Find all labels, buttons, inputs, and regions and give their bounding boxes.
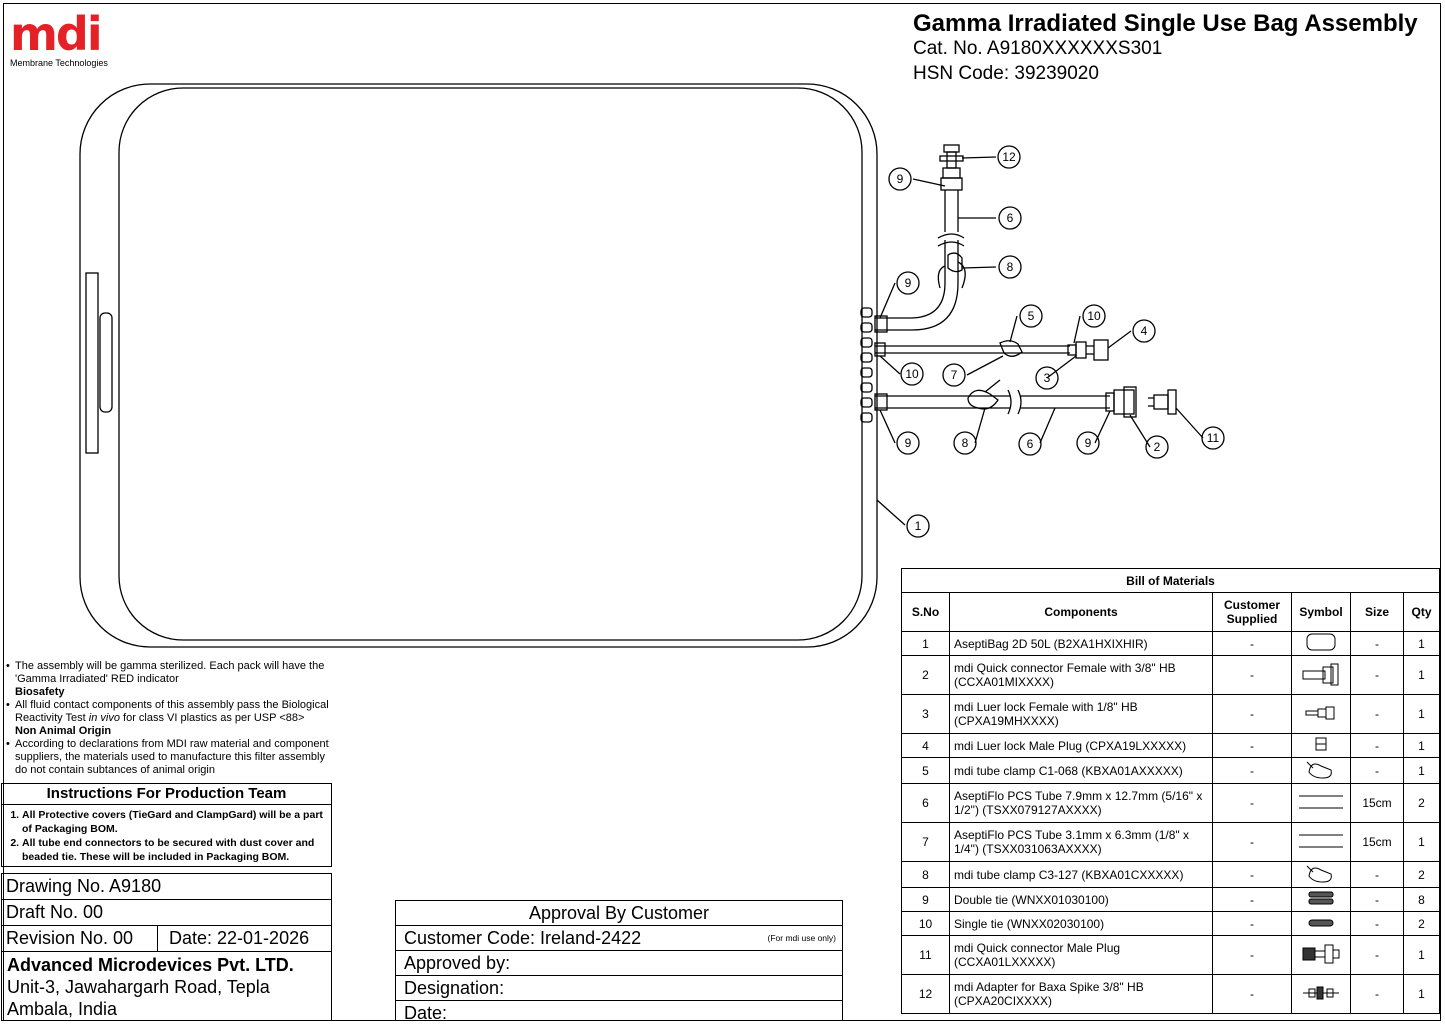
bom-component: mdi Luer lock Male Plug (CPXA19LXXXXX) (950, 734, 1213, 758)
hsn-code: HSN Code: 39239020 (913, 63, 1099, 84)
callout-10: 10 (1087, 309, 1101, 323)
bom-row (902, 975, 1440, 1014)
middle-tube-line (875, 340, 1108, 360)
approved-by-field: Approved by: (396, 951, 842, 976)
bom-size: 15cm (1351, 784, 1404, 823)
instruction-item: 1. All Protective covers (TieGard and ClampGard) will be a part of Packaging BOM. (22, 808, 331, 836)
bill-of-materials (901, 568, 1440, 1014)
bom-sno: 4 (902, 734, 950, 758)
tube-symbol-icon (1292, 784, 1351, 823)
bom-component: mdi Quick connector Male Plug (CCXA01LXXXXX) (950, 936, 1213, 975)
bom-size: - (1351, 975, 1404, 1014)
bom-component: Double tie (WNXX01030100) (950, 888, 1213, 912)
bom-component: AseptiFlo PCS Tube 7.9mm x 12.7mm (5/16" x 1/2") (TSXX079127AXXXX) (950, 784, 1213, 823)
callout-1: 1 (914, 519, 922, 533)
bom-header: Qty (1404, 593, 1440, 632)
bom-header: Customer Supplied (1213, 593, 1292, 632)
bom-component: mdi tube clamp C1-068 (KBXA01AXXXXX) (950, 758, 1213, 784)
clamp-symbol-icon (1292, 862, 1351, 888)
company-block (2, 952, 331, 1020)
logo-text: mdi (10, 7, 101, 61)
bom-qty: 8 (1404, 888, 1440, 912)
note-sterilization: • The assembly will be gamma sterilized. Each pack will have the 'Gamma Irradiated' RED indicator (4, 660, 334, 686)
bom-sno: 2 (902, 656, 950, 695)
bom-supplied: - (1213, 888, 1292, 912)
general-notes (4, 660, 334, 777)
lower-tube-line (875, 380, 1176, 417)
bom-sno: 11 (902, 936, 950, 975)
catalog-number: Cat. No. A9180XXXXXXS301 (913, 38, 1163, 59)
bom-sno: 12 (902, 975, 950, 1014)
bom-row (902, 695, 1440, 734)
bom-supplied: - (1213, 975, 1292, 1014)
bom-qty: 1 (1404, 734, 1440, 758)
qc-female-symbol-icon (1292, 656, 1351, 695)
bag-handle-outer (86, 273, 98, 453)
callout-2: 2 (1153, 440, 1161, 454)
callout-9b: 9 (904, 276, 912, 290)
bom-size: - (1351, 758, 1404, 784)
revision-number: Revision No. 00 (6, 928, 134, 948)
bom-component: mdi Quick connector Female with 3/8" HB (CCXA01MIXXXX) (950, 656, 1213, 695)
bom-qty: 1 (1404, 632, 1440, 656)
bom-qty: 2 (1404, 784, 1440, 823)
bom-size: - (1351, 936, 1404, 975)
double-tie-symbol-icon (1292, 888, 1351, 912)
bom-size: - (1351, 734, 1404, 758)
bom-sno: 5 (902, 758, 950, 784)
page-title: Gamma Irradiated Single Use Bag Assembly (913, 10, 1418, 37)
bom-row (902, 632, 1440, 656)
bom-sno: 3 (902, 695, 950, 734)
bom-size: - (1351, 695, 1404, 734)
bom-size: - (1351, 912, 1404, 936)
bom-component: mdi Adapter for Baxa Spike 3/8" HB (CPXA20CIXXXX) (950, 975, 1213, 1014)
bom-row (902, 862, 1440, 888)
bom-header: S.No (902, 593, 950, 632)
callout-3: 3 (1043, 371, 1051, 385)
bom-qty: 1 (1404, 936, 1440, 975)
revision-date: Date: 22-01-2026 (157, 926, 309, 951)
bom-header: Size (1351, 593, 1404, 632)
company-name: Advanced Microdevices Pvt. LTD. (7, 955, 294, 975)
bom-size: - (1351, 888, 1404, 912)
bom-qty: 1 (1404, 823, 1440, 862)
callout-11: 11 (1206, 431, 1220, 445)
bom-row (902, 936, 1440, 975)
callout-9: 9 (896, 172, 904, 186)
bom-supplied: - (1213, 695, 1292, 734)
bom-size: - (1351, 862, 1404, 888)
callout-12: 12 (1002, 150, 1016, 164)
designation-field: Designation: (396, 976, 842, 1001)
qc-male-symbol-icon (1292, 936, 1351, 975)
luer-male-symbol-icon (1292, 734, 1351, 758)
bom-component: mdi tube clamp C3-127 (KBXA01CXXXXX) (950, 862, 1213, 888)
bom-sno: 6 (902, 784, 950, 823)
callout-6: 6 (1026, 437, 1034, 451)
instructions-box (1, 783, 332, 867)
adapter-symbol-icon (1292, 975, 1351, 1014)
bom-supplied: - (1213, 862, 1292, 888)
bom-sno: 8 (902, 862, 950, 888)
callout-8b: 8 (961, 436, 969, 450)
tube-symbol-icon (1292, 823, 1351, 862)
draft-number: Draft No. 00 (2, 900, 331, 926)
single-tie-symbol-icon (1292, 912, 1351, 936)
bag-inner-outline (119, 88, 862, 640)
revision-row (2, 926, 331, 952)
callout-4: 4 (1140, 324, 1148, 338)
bom-supplied: - (1213, 758, 1292, 784)
mdi-use-note: (For mdi use only) (767, 933, 836, 943)
bag-ports (861, 308, 872, 422)
bom-component: AseptiBag 2D 50L (B2XA1HXIXHIR) (950, 632, 1213, 656)
bom-row (902, 823, 1440, 862)
bom-header-row (902, 593, 1440, 632)
bom-supplied: - (1213, 784, 1292, 823)
bom-qty: 2 (1404, 912, 1440, 936)
approval-date-field: Date: (404, 1003, 448, 1023)
bom-supplied: - (1213, 656, 1292, 695)
instructions-list (2, 808, 331, 864)
note-animal-origin: • According to declarations from MDI raw material and component suppliers, the materials used to manufacture this filter assembly do not contain subtances of animal origin (4, 738, 334, 777)
bom-header: Components (950, 593, 1213, 632)
callout-6b: 6 (1006, 211, 1014, 225)
callout-5: 5 (1027, 309, 1035, 323)
bom-component: AseptiFlo PCS Tube 3.1mm x 6.3mm (1/8" x 1/4") (TSXX031063AXXXX) (950, 823, 1213, 862)
bom-qty: 1 (1404, 975, 1440, 1014)
approval-box (395, 900, 843, 1021)
approval-title: Approval By Customer (396, 901, 842, 926)
bom-row (902, 784, 1440, 823)
bom-sno: 10 (902, 912, 950, 936)
customer-code: Customer Code: Ireland-2422 (404, 928, 642, 948)
bag-outer-outline (80, 84, 877, 647)
bom-supplied: - (1213, 936, 1292, 975)
callout-7: 7 (950, 368, 958, 382)
bag-handle-inner (100, 313, 112, 412)
bom-qty: 1 (1404, 758, 1440, 784)
callout-circles (889, 146, 1224, 537)
note-heading-biosafety: Biosafety (15, 686, 65, 698)
bom-qty: 1 (1404, 695, 1440, 734)
bom-component: mdi Luer lock Female with 1/8" HB (CPXA19MHXXXX) (950, 695, 1213, 734)
bom-row (902, 888, 1440, 912)
bom-size: - (1351, 632, 1404, 656)
logo-subtitle: Membrane Technologies (10, 58, 108, 68)
bom-qty: 1 (1404, 656, 1440, 695)
bom-qty: 2 (1404, 862, 1440, 888)
callout-9c: 9 (904, 436, 912, 450)
luer-female-symbol-icon (1292, 695, 1351, 734)
callout-9d: 9 (1084, 436, 1092, 450)
company-address-1: Unit-3, Jawahargarh Road, Tepla (7, 977, 270, 997)
instruction-item: 2. All tube end connectors to be secured with dust cover and beaded tie. These will be included in Packaging BOM. (22, 836, 331, 864)
note-heading-non-animal: Non Animal Origin (15, 725, 112, 737)
bom-supplied: - (1213, 912, 1292, 936)
note-biological: • All fluid contact components of this assembly pass the Biological Reactivity Test in vivo for class VI plastics as per USP <88> (4, 699, 334, 725)
bom-supplied: - (1213, 823, 1292, 862)
bom-supplied: - (1213, 632, 1292, 656)
drawing-number: Drawing No. A9180 (2, 874, 331, 900)
bom-sno: 1 (902, 632, 950, 656)
bom-size: 15cm (1351, 823, 1404, 862)
bom-sno: 9 (902, 888, 950, 912)
bag-symbol-icon (1292, 632, 1351, 656)
leader-lines (877, 157, 1203, 525)
callout-8: 8 (1006, 260, 1014, 274)
callout-10b: 10 (905, 367, 919, 381)
bom-row (902, 758, 1440, 784)
company-address-2: Ambala, India (7, 999, 118, 1019)
bom-header: Symbol (1292, 593, 1351, 632)
instructions-title: Instructions For Production Team (2, 784, 331, 805)
clamp-symbol-icon (1292, 758, 1351, 784)
bom-row (902, 656, 1440, 695)
title-block (1, 873, 332, 1021)
bom-title: Bill of Materials (902, 569, 1440, 593)
bom-sno: 7 (902, 823, 950, 862)
customer-code-row (396, 926, 842, 951)
upper-tube-line (875, 145, 965, 332)
bom-row (902, 734, 1440, 758)
bom-supplied: - (1213, 734, 1292, 758)
bom-size: - (1351, 656, 1404, 695)
bom-row (902, 912, 1440, 936)
bom-component: Single tie (WNXX02030100) (950, 912, 1213, 936)
